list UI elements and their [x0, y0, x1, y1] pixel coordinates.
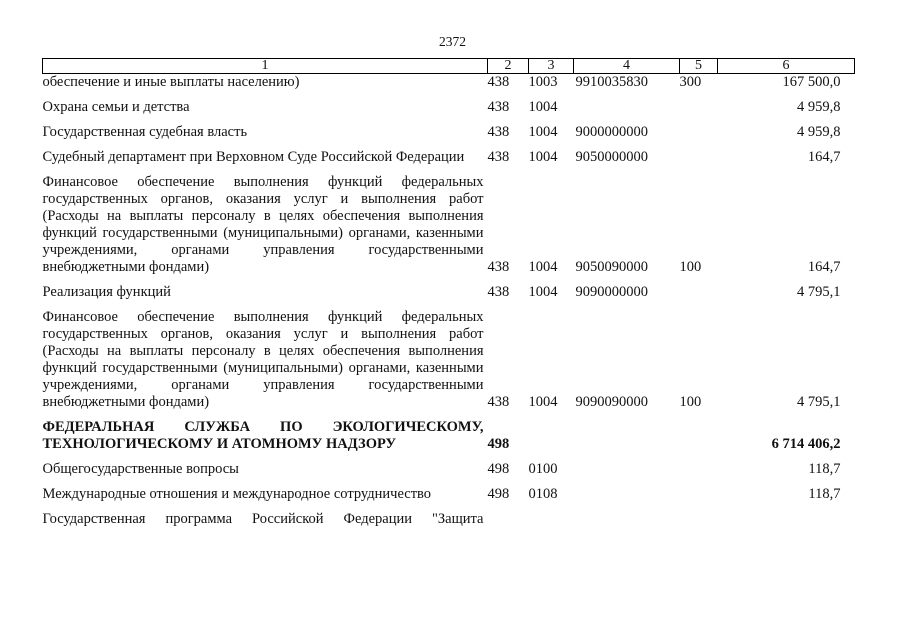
row-target-code: 9090090000 — [575, 394, 648, 410]
row-admin-code: 498 — [487, 436, 510, 452]
table-row — [43, 124, 855, 141]
row-amount: 118,7 — [808, 461, 841, 477]
header-col-2: 2 — [488, 59, 529, 74]
row-description: Реализация функций — [42, 284, 171, 300]
row-description: Международные отношения и международное сотрудничество — [42, 486, 432, 502]
header-col-1: 1 — [43, 59, 488, 74]
row-section-code: 1004 — [528, 259, 558, 275]
row-admin-code: 438 — [487, 149, 510, 165]
row-section-code: 1004 — [528, 124, 558, 140]
row-description: Охрана семьи и детства — [42, 99, 190, 115]
header-col-4: 4 — [574, 59, 680, 74]
row-admin-code: 438 — [487, 284, 510, 300]
row-description: Государственная судебная власть — [42, 124, 248, 140]
header-col-3: 3 — [529, 59, 574, 74]
row-expense-type — [680, 511, 718, 528]
row-target-code: 9000000000 — [575, 124, 648, 140]
row-description: Общегосударственные вопросы — [42, 461, 239, 477]
row-admin-code: 438 — [487, 74, 510, 90]
row-expense-type: 100 — [679, 259, 702, 275]
row-expense-type — [680, 461, 718, 478]
row-expense-type — [680, 99, 718, 116]
row-amount: 4 795,1 — [797, 284, 841, 300]
row-target-code: 9910035830 — [575, 74, 648, 90]
table-row — [43, 461, 855, 478]
row-description: Финансовое обеспечение выполнения функций федеральных государственных органов, оказания услуг и выполнения работ (Расходы на выплаты персоналу в целях обеспечения выполнения функций государственными (муниципальными) органами, казенными учреждениями, органами управления государственными внебюджетными фондами) — [42, 174, 484, 275]
table-row — [43, 419, 855, 453]
row-amount: 4 959,8 — [797, 124, 841, 140]
table-row — [43, 149, 855, 166]
row-description: обеспечение и иные выплаты населению) — [42, 74, 300, 90]
table-row — [43, 309, 855, 411]
row-section-code — [529, 511, 574, 528]
row-description: Судебный департамент при Верховном Суде Российской Федерации — [42, 149, 465, 165]
row-section-code: 0108 — [528, 486, 558, 502]
row-amount: 4 959,8 — [797, 99, 841, 115]
row-section-code: 1004 — [528, 149, 558, 165]
row-section-code: 1003 — [528, 74, 558, 90]
row-amount: 4 795,1 — [797, 394, 841, 410]
row-section-code: 1004 — [528, 284, 558, 300]
row-admin-code — [488, 511, 529, 528]
row-description: ФЕДЕРАЛЬНАЯ СЛУЖБА ПО ЭКОЛОГИЧЕСКОМУ, ТЕХНОЛОГИЧЕСКОМУ И АТОМНОМУ НАДЗОРУ — [42, 419, 484, 452]
table-row — [43, 74, 855, 92]
row-section-code: 0100 — [528, 461, 558, 477]
row-amount: 118,7 — [808, 486, 841, 502]
row-description: Государственная программа Российской Федерации "Защита — [42, 511, 484, 527]
row-amount — [718, 511, 855, 528]
row-amount: 167 500,0 — [782, 74, 841, 90]
row-expense-type — [680, 284, 718, 301]
budget-table — [42, 58, 855, 528]
table-row — [43, 284, 855, 301]
row-amount: 164,7 — [807, 259, 841, 275]
row-section-code: 1004 — [528, 99, 558, 115]
table-header-row — [43, 59, 855, 74]
row-target-code — [574, 486, 680, 503]
row-target-code — [574, 461, 680, 478]
page-number: 2372 — [439, 34, 466, 49]
row-expense-type — [680, 486, 718, 503]
row-target-code: 9090000000 — [575, 284, 648, 300]
table-row — [43, 511, 855, 528]
row-expense-type: 100 — [679, 394, 702, 410]
row-admin-code: 438 — [487, 394, 510, 410]
row-amount: 6 714 406,2 — [771, 436, 841, 452]
row-target-code — [574, 99, 680, 116]
table-row — [43, 99, 855, 116]
row-amount: 164,7 — [807, 149, 841, 165]
row-expense-type — [680, 419, 718, 453]
row-target-code — [574, 511, 680, 528]
header-col-6: 6 — [718, 59, 855, 74]
row-expense-type: 300 — [679, 74, 702, 90]
table-row — [43, 174, 855, 276]
row-section-code: 1004 — [528, 394, 558, 410]
row-admin-code: 498 — [487, 486, 510, 502]
row-target-code: 9050090000 — [575, 259, 648, 275]
row-target-code — [574, 419, 680, 453]
row-expense-type — [680, 124, 718, 141]
row-admin-code: 438 — [487, 124, 510, 140]
row-admin-code: 498 — [487, 461, 510, 477]
row-expense-type — [680, 149, 718, 166]
row-target-code: 9050000000 — [575, 149, 648, 165]
header-col-5: 5 — [680, 59, 718, 74]
row-admin-code: 438 — [487, 259, 510, 275]
row-section-code — [529, 419, 574, 453]
row-admin-code: 438 — [487, 99, 510, 115]
table-row — [43, 486, 855, 503]
row-description: Финансовое обеспечение выполнения функций федеральных государственных органов, оказания услуг и выполнения работ (Расходы на выплаты персоналу в целях обеспечения выполнения функций государственными (муниципальными) органами, казенными учреждениями, органами управления государственными внебюджетными фондами) — [42, 309, 484, 410]
